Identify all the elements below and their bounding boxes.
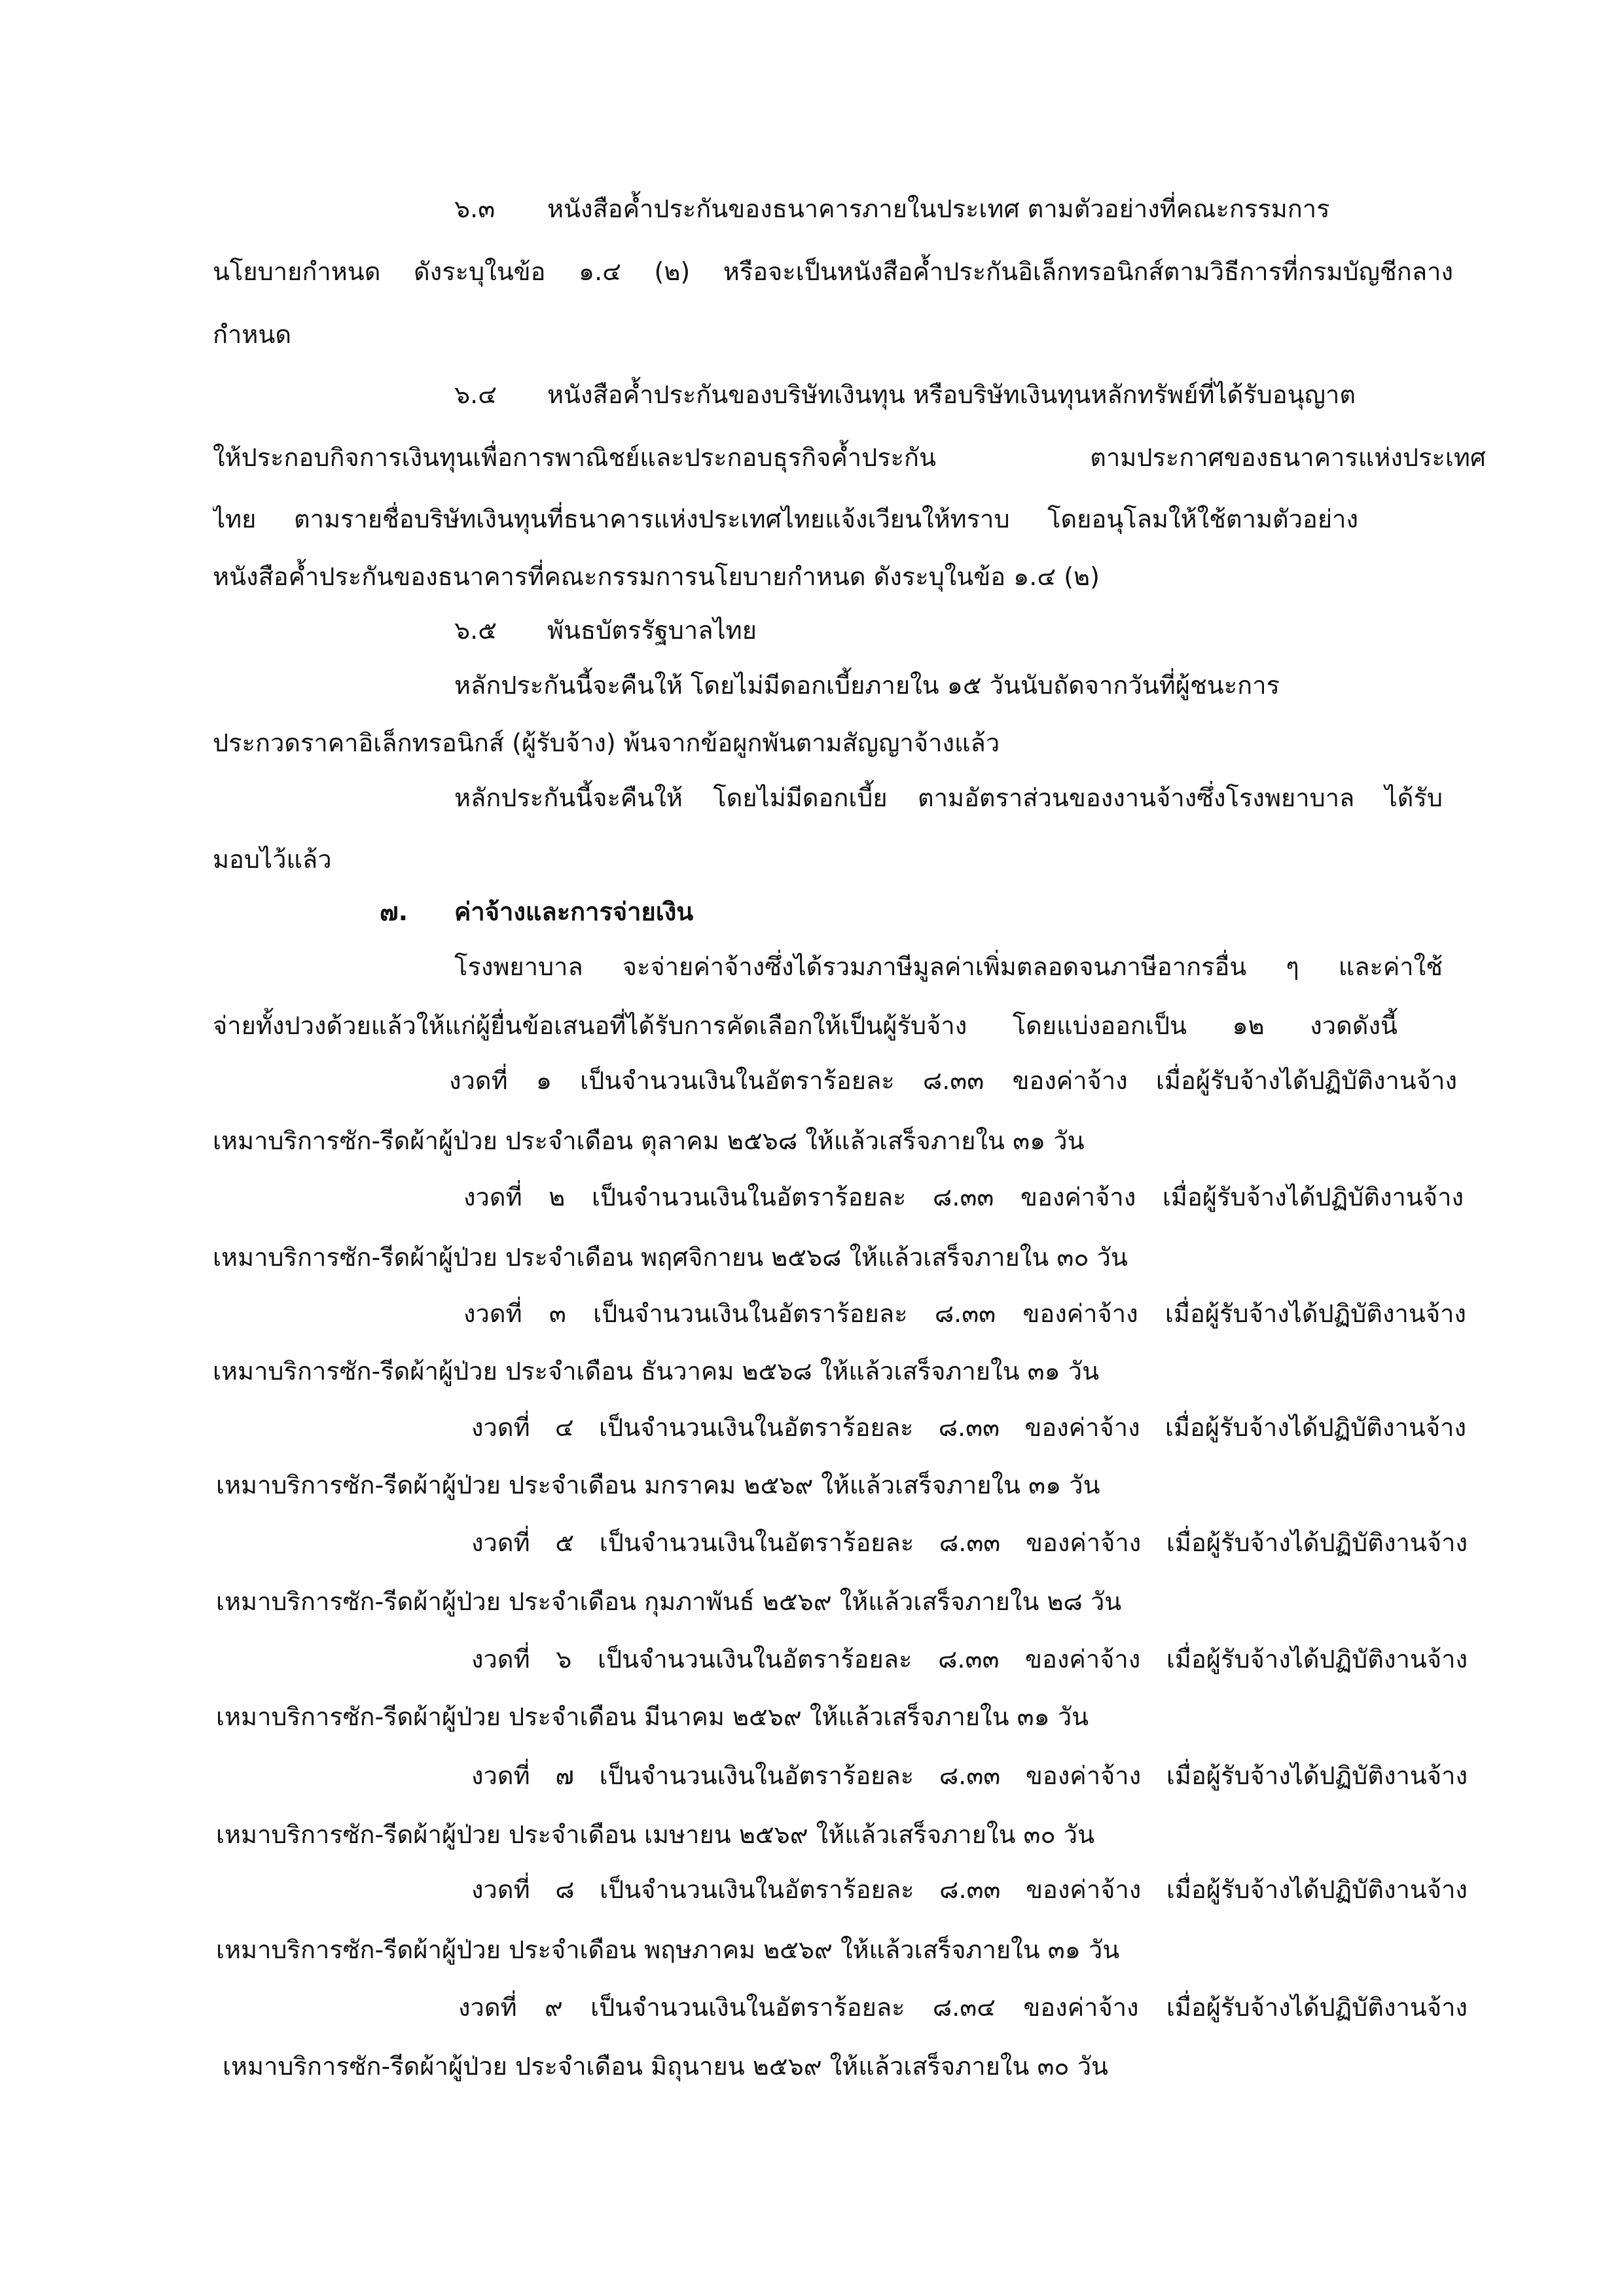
section-7-heading: ค่าจ้างและการจ่ายเงิน [454,897,694,926]
installment-3-line-2: เหมาบริการซัก-รีดผ้าผู้ป่วย ประจำเดือน ธันวาคม ๒๕๖๘ ให้แล้วเสร็จภายใน ๓๑ วัน [213,1357,1100,1386]
item-6-4-line-2: ให้ประกอบกิจการเงินทุนเพื่อการพาณิชย์และประกอบธุรกิจค้ำประกัน ตามประกาศของธนาคารแห่งประเทศ [213,443,1486,472]
item-6-4-line-4: หนังสือค้ำประกันของธนาคารที่คณะกรรมการนโยบายกำหนด ดังระบุในข้อ ๑.๔ (๒) [213,562,1100,591]
installment-9-line-2: เหมาบริการซัก-รีดผ้าผู้ป่วย ประจำเดือน มิถุนายน ๒๕๖๙ ให้แล้วเสร็จภายใน ๓๐ วัน [223,2052,1109,2081]
item-6-3-line-1: หนังสือค้ำประกันของธนาคารภายในประเทศ ตามตัวอย่างที่คณะกรรมการ [547,194,1330,223]
installment-4-line-2: เหมาบริการซัก-รีดผ้าผู้ป่วย ประจำเดือน มกราคม ๒๕๖๙ ให้แล้วเสร็จภายใน ๓๑ วัน [216,1471,1100,1499]
section-7-intro-line-1: โรงพยาบาล จะจ่ายค่าจ้างซึ่งได้รวมภาษีมูลค่าเพิ่มตลอดจนภาษีอากรอื่น ๆ และค่าใช้ [454,952,1443,981]
installment-8-line-2: เหมาบริการซัก-รีดผ้าผู้ป่วย ประจำเดือน พฤษภาคม ๒๕๖๙ ให้แล้วเสร็จภายใน ๓๑ วัน [216,1935,1120,1964]
installment-1-line-2: เหมาบริการซัก-รีดผ้าผู้ป่วย ประจำเดือน ตุลาคม ๒๕๖๘ ให้แล้วเสร็จภายใน ๓๑ วัน [213,1126,1085,1155]
installment-5-line-1: งวดที่ ๕ เป็นจำนวนเงินในอัตราร้อยละ ๘.๓๓ ของค่าจ้าง เมื่อผู้รับจ้างได้ปฏิบัติงานจ้าง [471,1528,1468,1557]
installment-3-line-1: งวดที่ ๓ เป็นจำนวนเงินในอัตราร้อยละ ๘.๓๓ ของค่าจ้าง เมื่อผู้รับจ้างได้ปฏิบัติงานจ้าง [463,1299,1466,1328]
item-6-3-line-3: กำหนด [213,320,292,349]
item-6-4-line-3: ไทย ตามรายชื่อบริษัทเงินทุนที่ธนาคารแห่งประเทศไทยแจ้งเวียนให้ทราบ โดยอนุโลมให้ใช้ตามตัวอย่าง [213,505,1358,533]
item-6-5-text: พันธบัตรรัฐบาลไทย [547,616,757,645]
installment-9-line-1: งวดที่ ๙ เป็นจำนวนเงินในอัตราร้อยละ ๘.๓๔ ของค่าจ้าง เมื่อผู้รับจ้างได้ปฏิบัติงานจ้าง [458,1993,1468,2022]
item-6-3-line-2: นโยบายกำหนด ดังระบุในข้อ ๑.๔ (๒) หรือจะเป็นหนังสือค้ำประกันอิเล็กทรอนิกส์ตามวิธีการที่กรมบัญชีกลาง [213,257,1453,286]
installment-2-line-2: เหมาบริการซัก-รีดผ้าผู้ป่วย ประจำเดือน พฤศจิกายน ๒๕๖๘ ให้แล้วเสร็จภายใน ๓๐ วัน [213,1243,1128,1272]
installment-6-line-2: เหมาบริการซัก-รีดผ้าผู้ป่วย ประจำเดือน มีนาคม ๒๕๖๙ ให้แล้วเสร็จภายใน ๓๑ วัน [216,1702,1089,1731]
item-6-4-line-1: หนังสือค้ำประกันของบริษัทเงินทุน หรือบริษัทเงินทุนหลักทรัพย์ที่ได้รับอนุญาต [547,380,1356,409]
section-7-number: ๗. [380,897,408,926]
installment-4-line-1: งวดที่ ๔ เป็นจำนวนเงินในอัตราร้อยละ ๘.๓๓ ของค่าจ้าง เมื่อผู้รับจ้างได้ปฏิบัติงานจ้าง [471,1413,1466,1442]
refund-1-line-1: หลักประกันนี้จะคืนให้ โดยไม่มีดอกเบี้ยภายใน ๑๕ วันนับถัดจากวันที่ผู้ชนะการ [454,671,1280,700]
installment-8-line-1: งวดที่ ๘ เป็นจำนวนเงินในอัตราร้อยละ ๘.๓๓ ของค่าจ้าง เมื่อผู้รับจ้างได้ปฏิบัติงานจ้าง [471,1875,1468,1904]
refund-2-line-1: หลักประกันนี้จะคืนให้ โดยไม่มีดอกเบี้ย ตามอัตราส่วนของงานจ้างซึ่งโรงพยาบาล ได้รับ [454,783,1443,812]
installment-2-line-1: งวดที่ ๒ เป็นจำนวนเงินในอัตราร้อยละ ๘.๓๓ ของค่าจ้าง เมื่อผู้รับจ้างได้ปฏิบัติงานจ้าง [463,1183,1464,1211]
refund-2-line-2: มอบไว้แล้ว [213,845,332,874]
installment-6-line-1: งวดที่ ๖ เป็นจำนวนเงินในอัตราร้อยละ ๘.๓๓ ของค่าจ้าง เมื่อผู้รับจ้างได้ปฏิบัติงานจ้าง [471,1645,1468,1674]
refund-1-line-2: ประกวดราคาอิเล็กทรอนิกส์ (ผู้รับจ้าง) พ้นจากข้อผูกพันตามสัญญาจ้างแล้ว [213,728,1000,757]
item-6-4-number: ๖.๔ [454,380,497,409]
installment-1-line-1: งวดที่ ๑ เป็นจำนวนเงินในอัตราร้อยละ ๘.๓๓ ของค่าจ้าง เมื่อผู้รับจ้างได้ปฏิบัติงานจ้าง [449,1066,1457,1095]
installment-7-line-2: เหมาบริการซัก-รีดผ้าผู้ป่วย ประจำเดือน เมษายน ๒๕๖๙ ให้แล้วเสร็จภายใน ๓๐ วัน [216,1820,1095,1849]
installment-7-line-1: งวดที่ ๗ เป็นจำนวนเงินในอัตราร้อยละ ๘.๓๓ ของค่าจ้าง เมื่อผู้รับจ้างได้ปฏิบัติงานจ้าง [471,1761,1468,1790]
item-6-5-number: ๖.๕ [454,616,497,645]
item-6-3-number: ๖.๓ [454,194,496,223]
section-7-intro-line-2: จ่ายทั้งปวงด้วยแล้วให้แก่ผู้ยื่นข้อเสนอที่ได้รับการคัดเลือกให้เป็นผู้รับจ้าง โดยแบ่งออกเป็น ๑๒ งวดดังนี้ [213,1011,1398,1040]
installment-5-line-2: เหมาบริการซัก-รีดผ้าผู้ป่วย ประจำเดือน กุมภาพันธ์ ๒๕๖๙ ให้แล้วเสร็จภายใน ๒๘ วัน [216,1587,1122,1616]
